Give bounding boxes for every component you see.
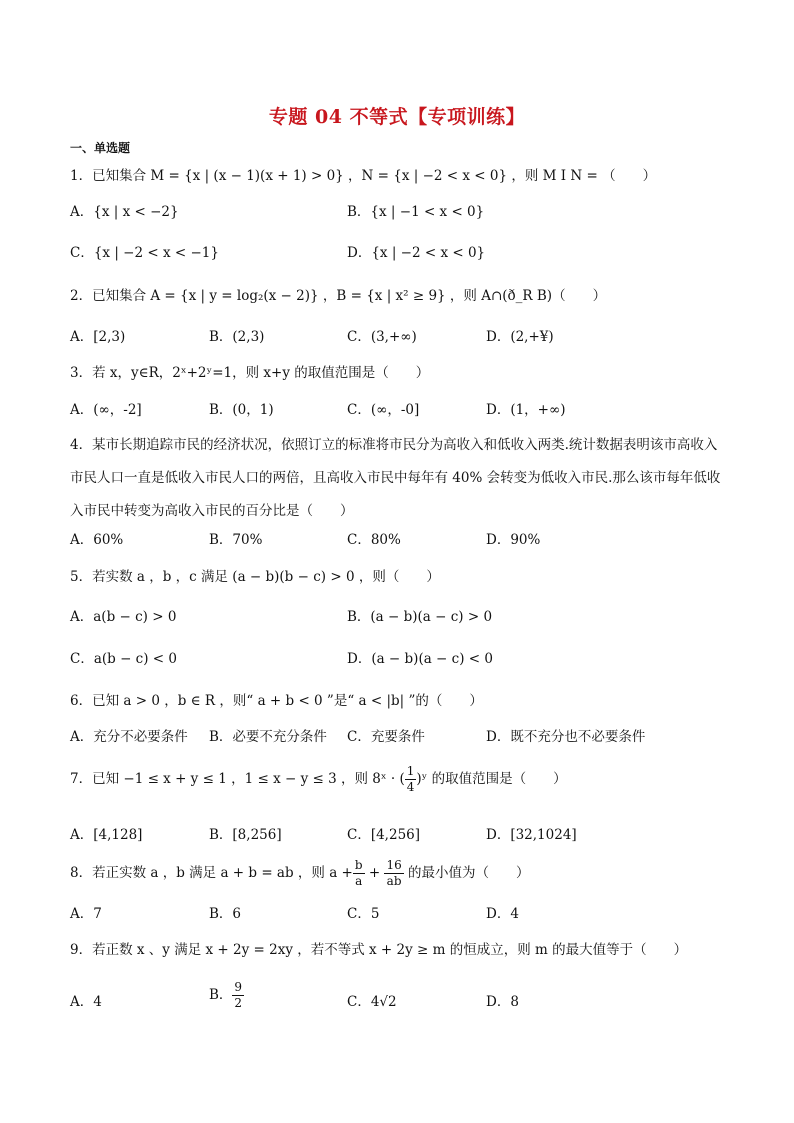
fraction-numerator: 16 bbox=[386, 858, 402, 872]
question-1-option-d: D．{x | −2 < x < 0} bbox=[347, 245, 486, 261]
question-7-stem-end: )ʸ 的取值范围是（ ） bbox=[416, 771, 567, 787]
question-2-option-b: B．(2,3) bbox=[209, 329, 265, 345]
fraction-numerator: 9 bbox=[234, 980, 243, 994]
question-8-stem bbox=[70, 858, 530, 889]
question-8-fraction-2 bbox=[384, 858, 403, 889]
question-8-option-c: C．5 bbox=[347, 906, 380, 922]
question-9-stem: 9．若正数 x 、y 满足 x + 2y = 2xy ，若不等式 x + 2y ≥ m 的恒成立，则 m 的最大值等于（ ） bbox=[70, 942, 688, 958]
question-6-option-d: D．既不充分也不必要条件 bbox=[486, 729, 646, 745]
question-1-stem: 1．已知集合 M = {x | (x − 1)(x + 1) > 0} ，N = {x | −2 < x < 0} ，则 M I N = （ ） bbox=[70, 168, 657, 184]
option-label: B． bbox=[209, 987, 233, 1003]
question-3-option-c: C．(∞，-0] bbox=[347, 402, 420, 418]
question-4-option-a: A．60% bbox=[70, 532, 124, 548]
question-3-option-b: B．(0，1) bbox=[209, 402, 274, 418]
question-4-option-d: D．90% bbox=[486, 532, 541, 548]
question-8-option-a: A．7 bbox=[70, 906, 102, 922]
question-3-stem: 3．若 x，y∈R，2ˣ+2ʸ=1，则 x+y 的取值范围是（ ） bbox=[70, 365, 430, 381]
plus-sign: + bbox=[364, 865, 385, 881]
question-7-stem bbox=[70, 764, 567, 795]
question-5-stem: 5．若实数 a ，b ，c 满足 (a − b)(b − c) > 0 ，则（ ） bbox=[70, 569, 440, 585]
fraction-denominator: a bbox=[355, 874, 363, 888]
question-7-option-b: B．[8,256] bbox=[209, 827, 282, 843]
question-8-option-b: B．6 bbox=[209, 906, 242, 922]
question-1-option-b: B．{x | −1 < x < 0} bbox=[347, 204, 485, 220]
question-6-option-c: C．充要条件 bbox=[347, 729, 425, 745]
question-7-stem-start: 7．已知 −1 ≤ x + y ≤ 1 ，1 ≤ x − y ≤ 3 ，则 8ˣ · ( bbox=[70, 771, 405, 787]
question-8-stem-end: 的最小值为（ ） bbox=[403, 865, 530, 881]
question-5-option-a: A．a(b − c) > 0 bbox=[70, 609, 177, 625]
question-9-option-d: D．8 bbox=[486, 994, 519, 1010]
question-8-fraction-1 bbox=[353, 858, 365, 889]
question-9-option-a: A．4 bbox=[70, 994, 102, 1010]
question-2-option-c: C．(3,+∞) bbox=[347, 329, 417, 345]
page-title: 专题 04 不等式【专项训练】 bbox=[268, 106, 526, 128]
fraction-denominator: 4 bbox=[406, 780, 415, 794]
question-5-option-d: D．(a − b)(a − c) < 0 bbox=[347, 651, 493, 667]
question-4-option-b: B．70% bbox=[209, 532, 263, 548]
question-6-option-a: A．充分不必要条件 bbox=[70, 729, 188, 745]
question-7-option-a: A．[4,128] bbox=[70, 827, 143, 843]
question-2-option-d: D．(2,+¥) bbox=[486, 329, 554, 345]
question-7-fraction bbox=[405, 764, 417, 795]
question-3-option-d: D．(1，+∞) bbox=[486, 402, 566, 418]
question-6-option-b: B．必要不充分条件 bbox=[209, 729, 327, 745]
question-6-stem: 6．已知 a > 0 ，b ∈ R ，则“ a + b < 0 ”是“ a < |b| ”的（ ） bbox=[70, 693, 483, 709]
fraction-numerator: b bbox=[354, 858, 363, 872]
fraction-denominator: 2 bbox=[234, 996, 243, 1010]
fraction-numerator: 1 bbox=[406, 764, 415, 778]
question-9-option-b bbox=[209, 980, 244, 1011]
question-7-option-d: D．[32,1024] bbox=[486, 827, 577, 843]
question-5-option-c: C．a(b − c) < 0 bbox=[70, 651, 177, 667]
question-3-option-a: A．(∞，-2] bbox=[70, 402, 142, 418]
question-4-option-c: C．80% bbox=[347, 532, 401, 548]
fraction-denominator: ab bbox=[386, 874, 402, 888]
question-1-option-c: C．{x | −2 < x < −1} bbox=[70, 245, 219, 261]
question-7-option-c: C．[4,256] bbox=[347, 827, 421, 843]
question-2-option-a: A．[2,3) bbox=[70, 329, 126, 345]
question-1-option-a: A．{x | x < −2} bbox=[70, 204, 179, 220]
question-8-option-d: D．4 bbox=[486, 906, 519, 922]
question-5-option-b: B．(a − b)(a − c) > 0 bbox=[347, 609, 493, 625]
section-heading: 一、单选题 bbox=[70, 141, 131, 155]
question-4-stem: 4．某市长期追踪市民的经济状况，依照订立的标准将市民分为高收入和低收入两类.统计数据表明该市高收入市民人口一直是低收入市民人口的两倍，且高收入市民中每年有 40% 会转变为低收入市民.那么该市每年低收入市民中转变为高收入市民的百分比是（ ） bbox=[70, 437, 721, 519]
question-8-stem-start: 8．若正实数 a ，b 满足 a + b = ab ，则 a + bbox=[70, 865, 353, 881]
question-9-fraction bbox=[232, 980, 244, 1011]
question-2-stem: 2．已知集合 A = {x | y = log₂(x − 2)} ，B = {x | x² ≥ 9} ，则 A∩(ð_R B)（ ） bbox=[70, 288, 607, 304]
question-9-option-c: C．4√2 bbox=[347, 994, 397, 1010]
